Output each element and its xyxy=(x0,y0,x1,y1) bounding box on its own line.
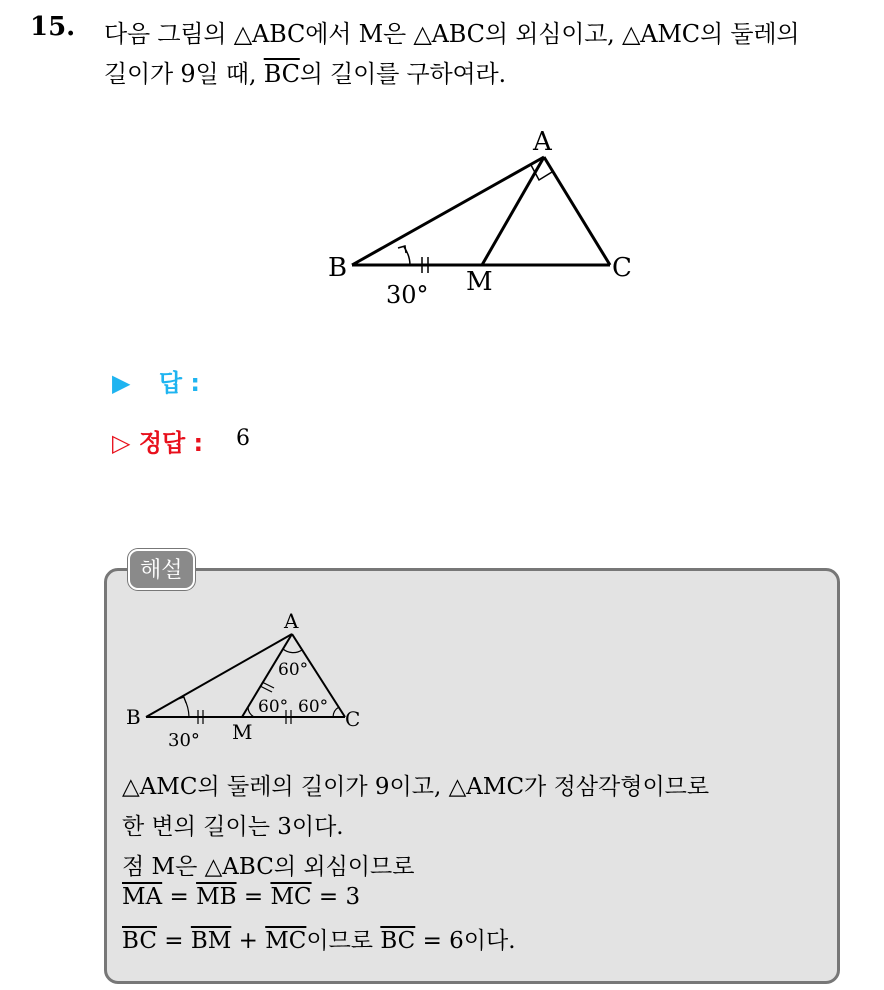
solution-figure xyxy=(0,600,884,750)
segment-mc: $\overline{MC}$ xyxy=(270,884,312,910)
question-line-1: 다음 그림의 △ABC에서 M은 △ABC의 외심이고, △AMC의 둘레의 xyxy=(104,20,800,48)
question-text: 의 길이를 구하여라. xyxy=(299,60,506,88)
correct-marker-icon: ▷ xyxy=(112,429,131,457)
segment-bc: $\overline{BC}$ xyxy=(122,928,157,954)
solution-line-3: 점 M은 △ABC의 외심이므로 xyxy=(122,854,415,880)
question-text: 길이가 9일 때, xyxy=(104,60,264,88)
solution-point-m-label: M xyxy=(232,720,253,744)
solution-line-1: △AMC의 둘레의 길이가 9이고, △AMC가 정삼각형이므로 xyxy=(122,774,710,800)
equation-result: = 6이다. xyxy=(415,928,516,954)
vertex-a-label: A xyxy=(533,127,552,157)
solution-angle-c-label: 60° xyxy=(298,697,329,717)
solution-angle-b-label: 30° xyxy=(168,730,200,750)
solution-vertex-c-label: C xyxy=(345,707,361,731)
equation-operator: = xyxy=(236,884,271,910)
equation-text: 이므로 xyxy=(306,928,381,954)
equation-operator: = xyxy=(162,884,197,910)
solution-line-2: 한 변의 길이는 3이다. xyxy=(122,814,344,840)
segment-mb: $\overline{MB}$ xyxy=(196,884,237,910)
question-number: 15. xyxy=(30,12,76,42)
equation-result: = 3 xyxy=(311,884,361,910)
segment-ma: $\overline{MA}$ xyxy=(122,884,163,910)
vertex-c-label: C xyxy=(612,253,632,283)
solution-equation-2 xyxy=(122,922,516,955)
segment-bm: $\overline{BM}$ xyxy=(190,928,232,954)
solution-angle-m-label: 60° xyxy=(258,697,289,717)
point-m-label: M xyxy=(466,267,493,297)
solution-vertex-b-label: B xyxy=(126,705,141,729)
answer-row xyxy=(112,363,200,398)
solution-tag: 해설 xyxy=(128,549,195,590)
segment-mc: $\overline{MC}$ xyxy=(265,928,307,954)
angle-b-label: 30° xyxy=(386,281,429,309)
answer-label: 답 : xyxy=(158,369,200,397)
solution-vertex-a-label: A xyxy=(284,609,299,633)
solution-equation-1 xyxy=(122,884,360,910)
correct-answer-value: 6 xyxy=(236,426,250,451)
segment-bc: $\overline{BC}$ xyxy=(380,928,416,954)
answer-marker-icon: ▶ xyxy=(112,369,131,397)
segment-bc: $\overline{BC}$ xyxy=(263,60,300,88)
correct-answer-row xyxy=(112,423,203,458)
equation-operator: + xyxy=(231,928,266,954)
vertex-b-label: B xyxy=(328,253,348,283)
solution-angle-a-label: 60° xyxy=(278,660,309,680)
equation-operator: = xyxy=(156,928,191,954)
triangle-figure xyxy=(0,0,884,330)
correct-answer-label: 정답 : xyxy=(138,429,204,457)
